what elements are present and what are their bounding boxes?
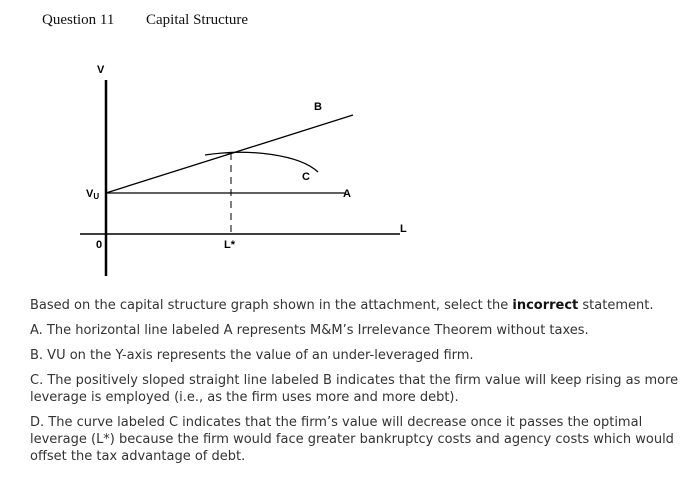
y-axis-label: V (97, 64, 105, 76)
option-c: C. The positively sloped straight line labeled B indicates that the firm value will keep rising as more leverage is employed (i.e., as the firm uses more and more debt). (30, 373, 679, 405)
question-number: Question 11 (42, 12, 115, 28)
line-b-label: B (314, 101, 322, 113)
question-topic: Capital Structure (146, 12, 249, 28)
line-a-label: A (343, 188, 351, 200)
question-prompt (30, 297, 690, 314)
origin-label: 0 (96, 239, 103, 251)
vu-label-main: V (86, 188, 94, 200)
vu-label-subscript: U (93, 192, 100, 201)
prompt-after: statement. (578, 298, 654, 313)
prompt-emphasis: incorrect (512, 298, 579, 313)
question-body (30, 297, 690, 473)
prompt-before: Based on the capital structure graph shown in the attachment, select the (30, 298, 513, 313)
curve-c-label: C (302, 171, 310, 183)
option-b: B. VU on the Y-axis represents the value of an under-leveraged firm. (30, 348, 474, 363)
option-a: A. The horizontal line labeled A represents M&M’s Irrelevance Theorem without taxes. (30, 323, 589, 338)
curve-c (205, 152, 318, 172)
x-axis-label: L (400, 223, 407, 235)
optimal-leverage-label: L* (224, 239, 235, 251)
option-d: D. The curve labeled C indicates that the firm’s value will decrease once it passes the optimal leverage (L*) because the firm would face greater bankruptcy costs and agency costs which would offset the tax advantage of debt. (30, 415, 674, 464)
line-b (106, 115, 353, 193)
vu-label (86, 188, 99, 201)
